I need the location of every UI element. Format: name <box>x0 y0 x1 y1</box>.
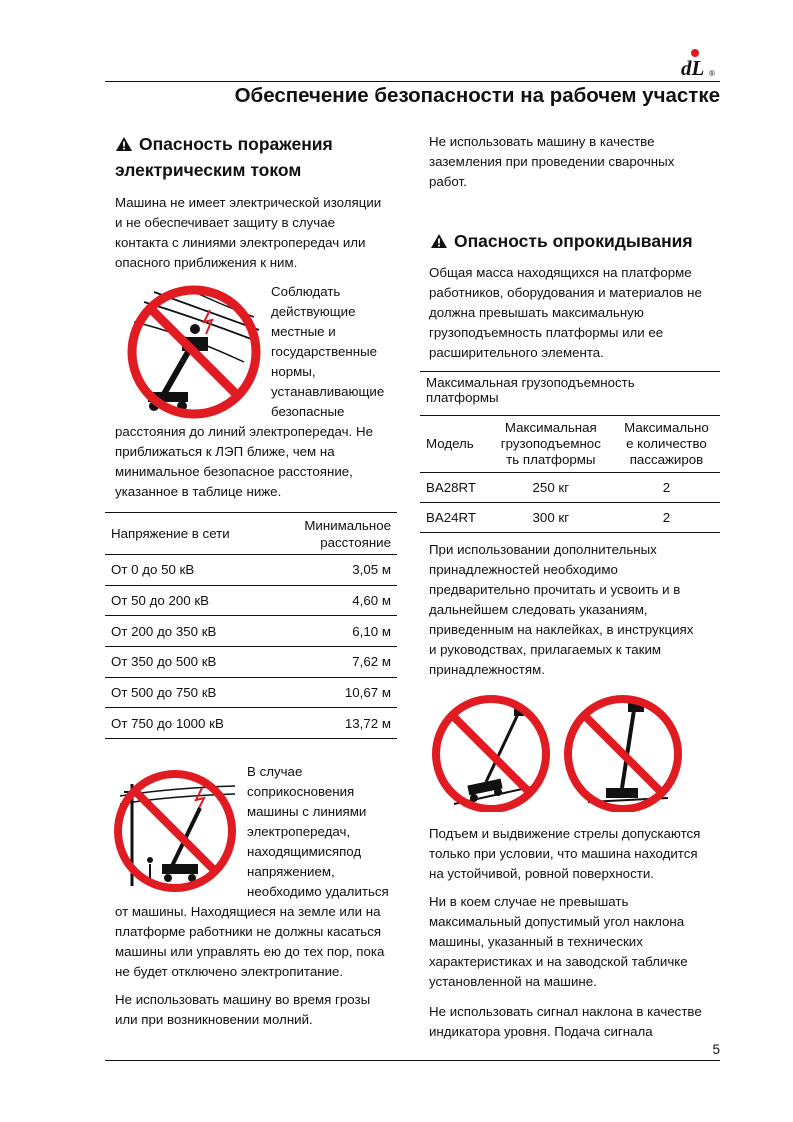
accessories-text: При использовании дополнительных принадлежностей необходимо предварительно прочитать и усвоить и в дальнейшем следовать указаниям, приведенным на наклейках, в инструкциях и руководствах, прилагаемых к таким принадлежностям. <box>429 542 694 677</box>
tilted-lift-prohibition-illustration <box>558 694 688 812</box>
signal-text: Не использовать сигнал наклона в качестве индикатора уровня. Подача сигнала <box>429 1004 702 1039</box>
svg-text:dL: dL <box>681 56 705 78</box>
capacity-table <box>420 371 720 533</box>
tip-heading: Опасность опрокидывания <box>430 228 693 254</box>
table-row: От 350 до 500 кВ 7,62 м <box>105 647 397 678</box>
tip-intro: Общая масса находящихся на платформе работников, оборудования и материалов не должна превышать максимальную грузоподъемность платформы или ее расширительного элемента. <box>429 265 702 360</box>
company-logo <box>678 48 718 78</box>
column-header-voltage: Напряжение в сети <box>105 513 271 555</box>
column-header-distance: Минимальное расстояние <box>271 513 397 555</box>
table-row: От 200 до 350 кВ 6,10 м <box>105 616 397 647</box>
column-header-model: Модель <box>420 416 489 473</box>
table-row: От 50 до 200 кВ 4,60 м <box>105 585 397 616</box>
boom-on-slope-prohibition-illustration <box>426 694 556 812</box>
footer-rule <box>105 1060 720 1061</box>
electric-heading: Опасность поражения электрическим током <box>115 134 333 180</box>
electric-beside-text: Соблюдать действующие местные и государственные нормы, устанавливающие безопасные <box>271 284 385 419</box>
contact-after-text: от машины. Находящиеся на земле или на платформе работники не должны касаться машины или управлять ею до тех пор, пока не будет отключено электропитание. <box>115 904 385 979</box>
level-text: Подъем и выдвижение стрелы допускаются только при условии, что машина находится на устойчивой, ровной поверхности. <box>429 826 701 881</box>
column-header-capacity: Максимальная грузоподъемнос ть платформы <box>489 416 613 473</box>
welding-text: Не использовать машину в качестве заземления при проведении сварочных работ. <box>429 134 675 189</box>
table-row: От 500 до 750 кВ 10,67 м <box>105 677 397 708</box>
table-row: BA28RT 250 кг 2 <box>420 473 720 503</box>
min-distance-table <box>105 512 397 739</box>
table-row: От 0 до 50 кВ 3,05 м <box>105 555 397 586</box>
angle-text: Ни в коем случае не превышать максимальный допустимый угол наклона машины, указанный в технических характеристиках и на заводской табличке установленной на машине. <box>429 894 688 989</box>
power-line-prohibition-illustration <box>124 282 264 422</box>
header-rule <box>105 81 720 82</box>
capacity-table-caption: Максимальная грузоподъемность платформы <box>420 372 720 416</box>
svg-text:®: ® <box>709 69 715 78</box>
table-row: От 750 до 1000 кВ 13,72 м <box>105 708 397 739</box>
electric-after-text: расстояния до линий электропередач. Не приближаться к ЛЭП ближе, чем на минимальное безопасное расстояние, указанное в таблице ниже. <box>115 424 373 499</box>
warning-icon <box>115 136 133 152</box>
warning-icon <box>430 233 448 249</box>
contact-prohibition-illustration <box>110 766 240 896</box>
contact-beside-text: В случае соприкосновения машины с линиями электропередач, находящимисяпод напряжением, необходимо удалиться <box>247 764 389 899</box>
page-title: Обеспечение безопасности на рабочем участке <box>234 84 720 107</box>
storm-text: Не использовать машину во время грозы или при возникновении молний. <box>115 992 371 1027</box>
electric-intro: Машина не имеет электрической изоляции и не обеспечивает защиту в случае контакта с линиями электропередач или опасного приближения к ним. <box>115 195 382 270</box>
table-row: BA24RT 300 кг 2 <box>420 503 720 533</box>
column-header-passengers: Максимально е количество пассажиров <box>613 416 720 473</box>
page-number: 5 <box>712 1042 720 1057</box>
